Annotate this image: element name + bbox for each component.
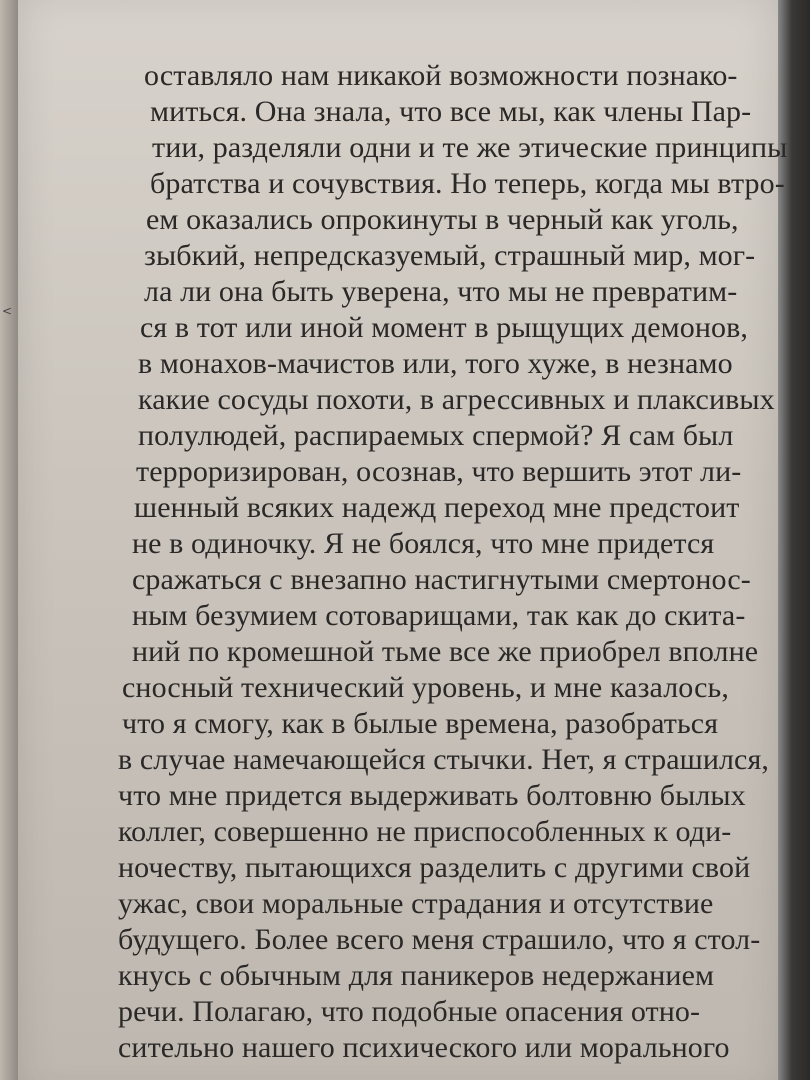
text-line: ным безумием сотоварищами, так как до скита- (132, 599, 746, 632)
text-line: сражаться с внезапно настигнутыми смертонос- (132, 563, 751, 596)
text-line: братства и сочувствия. Но теперь, когда мы втро- (150, 167, 785, 200)
text-line: речи. Полагаю, что подобные опасения отно- (118, 995, 701, 1028)
text-line: ся в тот или иной момент в рыщущих демонов, (140, 311, 748, 344)
text-line: не в одиночку. Я не боялся, что мне придется (132, 527, 715, 560)
text-line: тии, разделяли одни и те же этические принципы (152, 131, 788, 164)
text-line: коллег, совершенно не приспособленных к оди- (118, 815, 732, 848)
text-line: сительно нашего психического или морального (118, 1031, 730, 1064)
text-line: ем оказались опрокинуты в черный как уголь, (146, 203, 739, 236)
text-line: что я смогу, как в былые времена, разобраться (122, 707, 719, 740)
text-line: будущего. Более всего меня страшило, что я стол- (118, 923, 761, 956)
left-page-edge (0, 0, 18, 1080)
text-line: кнусь с обычным для паникеров недержанием (118, 959, 715, 992)
text-line: в случае намечающейся стычки. Нет, я страшился, (118, 743, 769, 776)
text-line: полулюдей, распираемых спермой? Я сам был (138, 419, 734, 452)
text-line: ний по кромешной тьме все же приобрел вполне (132, 635, 759, 668)
text-line: ночеству, пытающихся разделить с другими свой (118, 851, 751, 884)
text-line: шенный всяких надежд переход мне предстоит (134, 491, 740, 524)
text-line: ла ли она быть уверена, что мы не превратим- (144, 275, 738, 308)
text-line: терроризирован, осознав, что вершить этот ли- (136, 455, 742, 488)
text-line: какие сосуды похоти, в агрессивных и плаксивых (138, 383, 775, 416)
text-line: в монахов-мачистов или, того хуже, в незнамо (138, 347, 733, 380)
text-line: миться. Она знала, что все мы, как члены Пар- (150, 95, 752, 128)
left-page-edge-mark: < (2, 304, 13, 318)
text-line: что мне придется выдерживать болтовню былых (118, 779, 746, 812)
text-line: ужас, свои моральные страдания и отсутствие (118, 887, 714, 920)
text-line: сносный технический уровень, и мне казалось, (122, 671, 729, 704)
text-line: оставляло нам никакой возможности познако- (144, 59, 738, 92)
text-line: зыбкий, непредсказуемый, страшный мир, мог- (144, 239, 756, 272)
